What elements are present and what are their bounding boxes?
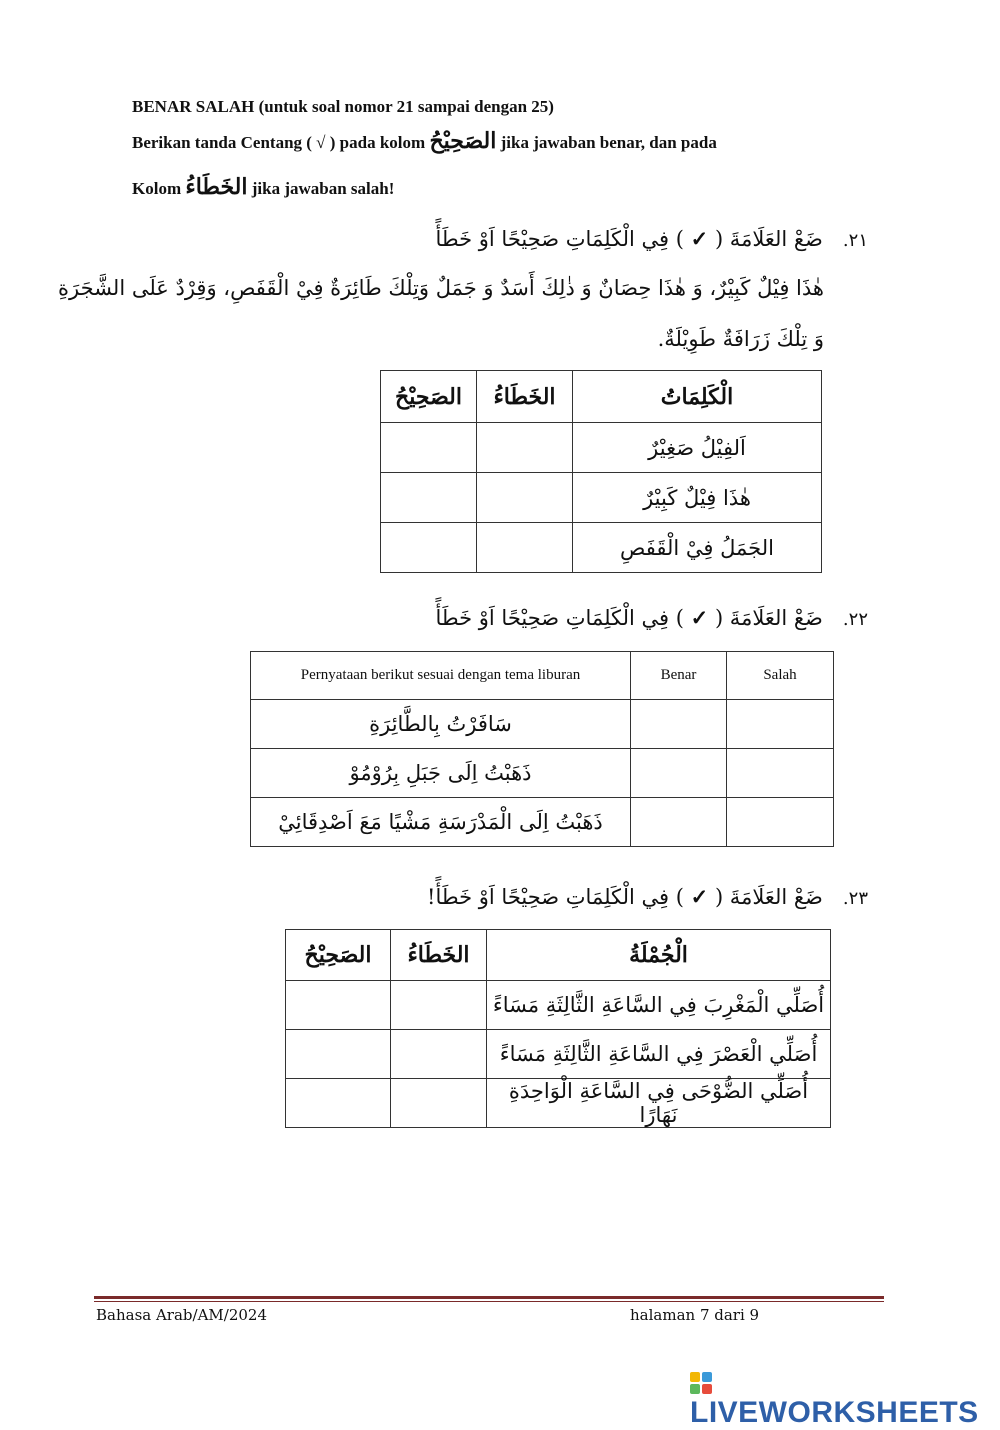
instructions-line-3 [132, 174, 394, 200]
q21-table [380, 370, 822, 573]
q23-row3-khata-cell[interactable] [391, 1079, 487, 1128]
q21-row3-statement: الجَمَلُ فِيْ الْقَفَصِ [573, 523, 822, 573]
q22-row3-statement: ذَهَبْتُ اِلَى الْمَدْرَسَةِ مَشْيًا مَعَ اَصْدِقَائِيْ [251, 798, 631, 847]
q23-instruction [427, 884, 868, 909]
q21-row1-khata-cell[interactable] [477, 423, 573, 473]
instructions-line-3-text-a: Kolom [132, 179, 182, 198]
q22-header-salah: Salah [727, 652, 834, 700]
q22-table [250, 651, 834, 847]
q21-header-kalimat: الْكَلِمَاتُ [573, 371, 822, 423]
q21-header-khata: الخَطَاءُ [477, 371, 573, 423]
q21-instruction-text-a: ضَعْ العَلَامَةَ ( [714, 227, 823, 251]
q22-row2-salah-cell[interactable] [727, 749, 834, 798]
table-row [251, 749, 834, 798]
table-row [251, 798, 834, 847]
table-row [286, 1079, 831, 1128]
q21-passage-line-2: وَ تِلْكَ زَرَافَةٌ طَوِيْلَةٌ. [657, 327, 824, 351]
instructions-line-3-text-b: jika jawaban salah! [251, 179, 395, 198]
q21-row3-khata-cell[interactable] [477, 523, 573, 573]
q23-row1-khata-cell[interactable] [391, 981, 487, 1030]
q22-number: ٢٢. [842, 609, 868, 630]
table-row [381, 423, 822, 473]
table-row [286, 1030, 831, 1079]
check-icon: ✓ [690, 884, 709, 909]
q21-passage-line-1: هٰذَا فِيْلٌ كَبِيْرٌ، وَ هٰذَا حِصَانٌ وَ ذٰلِكَ أَسَدٌ وَ جَمَلٌ وَتِلْكَ طَائِرَةٌ فِيْ الْقَفَصِ، وَقِرْدٌ عَلَى الشَّجَرَةِ [58, 276, 824, 300]
q23-table [285, 929, 831, 1128]
q22-row1-benar-cell[interactable] [631, 700, 727, 749]
q23-instruction-text-b: ) فِي الْكَلِمَاتِ صَحِيْحًا اَوْ خَطَأً! [427, 885, 684, 909]
q22-row2-benar-cell[interactable] [631, 749, 727, 798]
q21-row2-khata-cell[interactable] [477, 473, 573, 523]
q23-header-jumlah: الْجُمْلَةُ [487, 930, 831, 981]
q23-number: ٢٣. [842, 888, 868, 909]
footer-page-number: halaman 7 dari 9 [630, 1306, 760, 1324]
instructions-sahih-label: الصَحِيْحُ [429, 128, 497, 154]
q23-row3-statement: أُصَلِّي الضُّوْحَى فِي السَّاعَةِ الْوَاحِدَةِ نَهَارًا [487, 1079, 831, 1128]
instructions-line-2-text-b: jika jawaban benar, dan pada [500, 133, 717, 152]
q21-header-sahih: الصَحِيْحُ [381, 371, 477, 423]
q23-row2-khata-cell[interactable] [391, 1030, 487, 1079]
q22-row1-statement: سَافَرْتُ بِالطَّائِرَةِ [251, 700, 631, 749]
q23-row2-sahih-cell[interactable] [286, 1030, 391, 1079]
q22-row3-benar-cell[interactable] [631, 798, 727, 847]
q21-instruction-text-b: ) فِي الْكَلِمَاتِ صَحِيْحًا اَوْ خَطَأً [435, 227, 684, 251]
liveworksheets-icon [690, 1372, 712, 1394]
instructions-title: BENAR SALAH (untuk soal nomor 21 sampai dengan 25) [132, 97, 554, 116]
q22-row1-salah-cell[interactable] [727, 700, 834, 749]
footer-subject: Bahasa Arab/AM/2024 [96, 1306, 267, 1324]
q21-row1-sahih-cell[interactable] [381, 423, 477, 473]
table-row [381, 473, 822, 523]
q23-row3-sahih-cell[interactable] [286, 1079, 391, 1128]
q21-table-header-row [381, 371, 822, 423]
instructions-line-2-text-a: Berikan tanda Centang ( √ ) pada kolom [132, 133, 426, 152]
q23-header-sahih: الصَحِيْحُ [286, 930, 391, 981]
check-icon: ✓ [690, 605, 709, 630]
q21-row3-sahih-cell[interactable] [381, 523, 477, 573]
q21-number: ٢١. [842, 230, 868, 251]
q21-row2-statement: هٰذَا فِيْلٌ كَبِيْرٌ [573, 473, 822, 523]
q22-row2-statement: ذَهَبْتُ اِلَى جَبَلِ بِرُوْمُوْ [251, 749, 631, 798]
footer-divider-thick [94, 1296, 884, 1299]
q21-row1-statement: اَلفِيْلُ صَغِيْرٌ [573, 423, 822, 473]
q22-header-statement: Pernyataan berikut sesuai dengan tema liburan [251, 652, 631, 700]
q22-instruction-text-a: ضَعْ العَلَامَةَ ( [714, 606, 823, 630]
q21-row2-sahih-cell[interactable] [381, 473, 477, 523]
check-icon: ✓ [690, 226, 709, 251]
q22-row3-salah-cell[interactable] [727, 798, 834, 847]
q22-instruction [435, 605, 868, 630]
q23-row1-statement: أُصَلِّي الْمَغْرِبَ فِي السَّاعَةِ الثَّالِثَةِ مَسَاءً [487, 981, 831, 1030]
table-row [286, 981, 831, 1030]
q23-table-header-row [286, 930, 831, 981]
q22-instruction-text-b: ) فِي الْكَلِمَاتِ صَحِيْحًا اَوْ خَطَأً [435, 606, 684, 630]
liveworksheets-text: LIVEWORKSHEETS [690, 1396, 979, 1429]
q21-instruction [435, 226, 868, 251]
q22-table-header-row [251, 652, 834, 700]
instructions-line-2 [132, 128, 717, 154]
q23-header-khata: الخَطَاءُ [391, 930, 487, 981]
footer-divider-thin [94, 1301, 884, 1302]
table-row [251, 700, 834, 749]
q22-header-benar: Benar [631, 652, 727, 700]
q23-row2-statement: أُصَلِّي الْعَصْرَ فِي السَّاعَةِ الثَّالِثَةِ مَسَاءً [487, 1030, 831, 1079]
q23-row1-sahih-cell[interactable] [286, 981, 391, 1030]
instructions-khata-label: الخَطَاءُ [185, 174, 248, 200]
liveworksheets-logo[interactable] [690, 1372, 1000, 1430]
table-row [381, 523, 822, 573]
q23-instruction-text-a: ضَعْ العَلَامَةَ ( [714, 885, 823, 909]
